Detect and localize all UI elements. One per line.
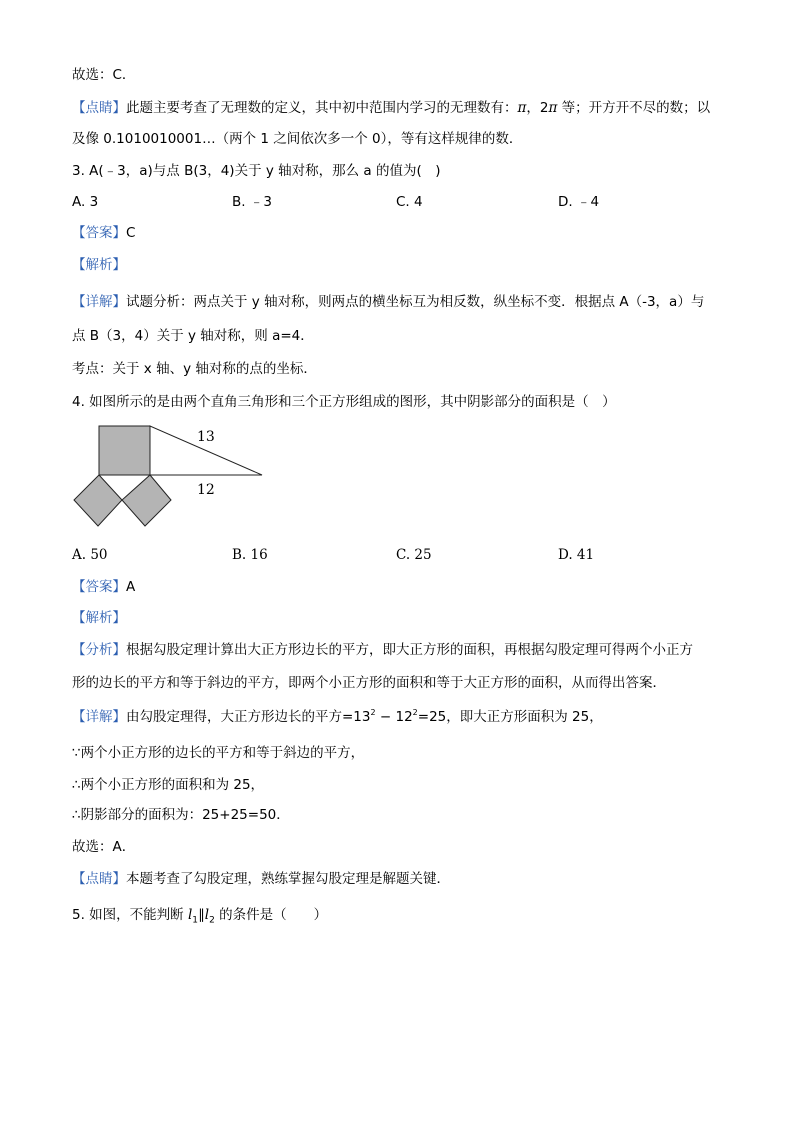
q4-detail: 【详解】由勾股定理得，大正方形边长的平方$=13^2 - 12^2=25$，即大正方形面积为 25， xyxy=(72,708,603,725)
label-leg: 12 xyxy=(197,482,215,498)
dianjing-tag: 【点睛】 xyxy=(72,100,126,116)
q4-jiexi-tag: 【解析】 xyxy=(72,610,126,626)
q3-kaodian: 考点：关于 x 轴、y 轴对称的点的坐标． xyxy=(72,361,317,377)
q3-option-b: B. ﹣3 xyxy=(232,194,272,210)
q3-detail-cont: 点 B（3，4）关于 y 轴对称，则 a=4． xyxy=(72,328,314,344)
q5-stem: 5. 如图，不能判断 $l_1\parallel l_2$ 的条件是（ ） xyxy=(72,907,328,926)
label-hypotenuse: 13 xyxy=(197,429,215,445)
prev-choice: 故选：C． xyxy=(72,67,136,83)
q3-answer: 【答案】C xyxy=(72,225,136,241)
small-square-right xyxy=(122,475,171,526)
q4-therefore-1: ∴两个小正方形的面积和为 25， xyxy=(72,777,265,793)
answer-tag: 【答案】 xyxy=(72,225,126,241)
small-square-left xyxy=(74,475,122,526)
q3-jiexi-tag: 【解析】 xyxy=(72,257,126,273)
q4-option-b: B. 16 xyxy=(232,547,268,563)
q3-option-d: D. ﹣4 xyxy=(558,194,600,210)
q3-stem: 3. A(﹣3，a)与点 B(3，4)关于 y 轴对称，那么 a 的值为( ) xyxy=(72,163,441,179)
q3-option-c: C. 4 xyxy=(396,194,423,210)
q4-option-d: D. 41 xyxy=(558,547,595,563)
q4-dianjing: 【点睛】本题考查了勾股定理，熟练掌握勾股定理是解题关键． xyxy=(72,871,450,887)
pythagoras-figure xyxy=(72,424,272,536)
q4-answer: 【答案】A xyxy=(72,579,136,595)
q4-option-a: A. 50 xyxy=(72,547,108,563)
q3-option-a: A. 3 xyxy=(72,194,99,210)
prev-dianjing-cont: 及像 0.1010010001…（两个 1 之间依次多一个 0），等有这样规律的数． xyxy=(72,131,523,147)
prev-dianjing: 【点睛】此题主要考查了无理数的定义，其中初中范围内学习的无理数有：π，2π 等；开方开不尽的数；以 xyxy=(72,100,711,116)
q4-because: ∵两个小正方形的边长的平方和等于斜边的平方， xyxy=(72,745,365,761)
q4-analysis-cont: 形的边长的平方和等于斜边的平方，即两个小正方形的面积和等于大正方形的面积，从而得出答案． xyxy=(72,675,666,691)
analysis-tag: 【分析】 xyxy=(72,642,126,658)
q4-option-c: C. 25 xyxy=(396,547,432,563)
q4-stem: 4. 如图所示的是由两个直角三角形和三个正方形组成的图形，其中阴影部分的面积是（ ） xyxy=(72,394,616,410)
q3-detail: 【详解】试题分析：两点关于 y 轴对称，则两点的横坐标互为相反数，纵坐标不变．根据点 A（-3，a）与 xyxy=(72,294,705,310)
q4-analysis: 【分析】根据勾股定理计算出大正方形边长的平方，即大正方形的面积，再根据勾股定理可得两个小正方 xyxy=(72,642,693,658)
q4-therefore-2: ∴阴影部分的面积为：25+25=50． xyxy=(72,807,290,823)
detail-tag: 【详解】 xyxy=(72,294,126,310)
big-square xyxy=(99,426,150,475)
q4-choice: 故选：A． xyxy=(72,839,136,855)
